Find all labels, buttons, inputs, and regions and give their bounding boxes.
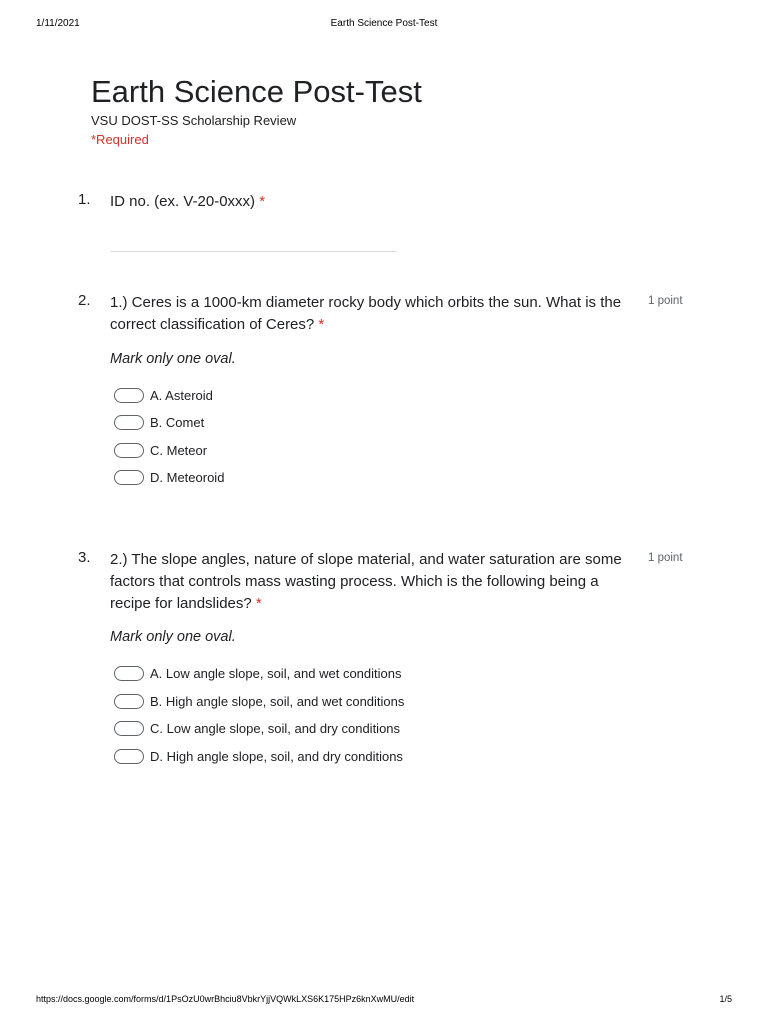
question-instruction: Mark only one oval. — [110, 351, 236, 367]
question-text-content: 2.) The slope angles, nature of slope material, and water saturation are some factors that controls mass wasting process. Which is the following being a recipe for landslides? — [110, 551, 622, 612]
print-title: Earth Science Post-Test — [330, 18, 438, 29]
radio-oval[interactable] — [114, 666, 144, 681]
radio-oval[interactable] — [114, 470, 144, 485]
question-text — [110, 549, 630, 615]
form-description: VSU DOST-SS Scholarship Review — [91, 113, 297, 128]
required-asterisk: * — [259, 193, 266, 210]
radio-oval[interactable] — [114, 443, 144, 458]
question-text — [110, 292, 630, 336]
required-asterisk: * — [255, 595, 262, 612]
question-number: 1. — [78, 191, 91, 208]
option-label: A. Asteroid — [150, 388, 213, 403]
question-text-content: 1.) Ceres is a 1000-km diameter rocky body which orbits the sun. What is the correct classification of Ceres? — [110, 294, 622, 333]
form-title: Earth Science Post-Test — [91, 74, 422, 109]
print-url: https://docs.google.com/forms/d/1PsOzU0wrBhciu8VbkrYjjVQWkLXS6K175HPz6knXwMU/edit — [36, 994, 415, 1004]
print-date: 1/11/2021 — [36, 18, 80, 29]
radio-oval[interactable] — [114, 749, 144, 764]
radio-oval[interactable] — [114, 721, 144, 736]
question-number: 3. — [78, 549, 91, 566]
option-label: C. Low angle slope, soil, and dry conditions — [150, 721, 401, 736]
question-points: 1 point — [648, 295, 683, 307]
question-instruction: Mark only one oval. — [110, 629, 236, 645]
option-label: D. High angle slope, soil, and dry conditions — [150, 749, 403, 764]
required-asterisk: * — [318, 316, 325, 333]
option-label: D. Meteoroid — [150, 470, 225, 485]
option-label: B. Comet — [150, 415, 205, 430]
option-label: A. Low angle slope, soil, and wet conditions — [150, 666, 402, 681]
option-label: C. Meteor — [150, 443, 208, 458]
question-text — [110, 191, 630, 213]
page-number: 1/5 — [719, 994, 732, 1004]
radio-oval[interactable] — [114, 694, 144, 709]
question-points: 1 point — [648, 552, 683, 564]
radio-oval[interactable] — [114, 388, 144, 403]
option-label: B. High angle slope, soil, and wet conditions — [150, 694, 405, 709]
question-number: 2. — [78, 292, 91, 309]
radio-oval[interactable] — [114, 415, 144, 430]
required-note: *Required — [91, 132, 149, 147]
print-header — [0, 18, 768, 30]
question-text-content: ID no. (ex. V-20-0xxx) — [110, 193, 256, 210]
id-answer-field[interactable] — [110, 251, 397, 252]
print-footer — [0, 994, 768, 1006]
